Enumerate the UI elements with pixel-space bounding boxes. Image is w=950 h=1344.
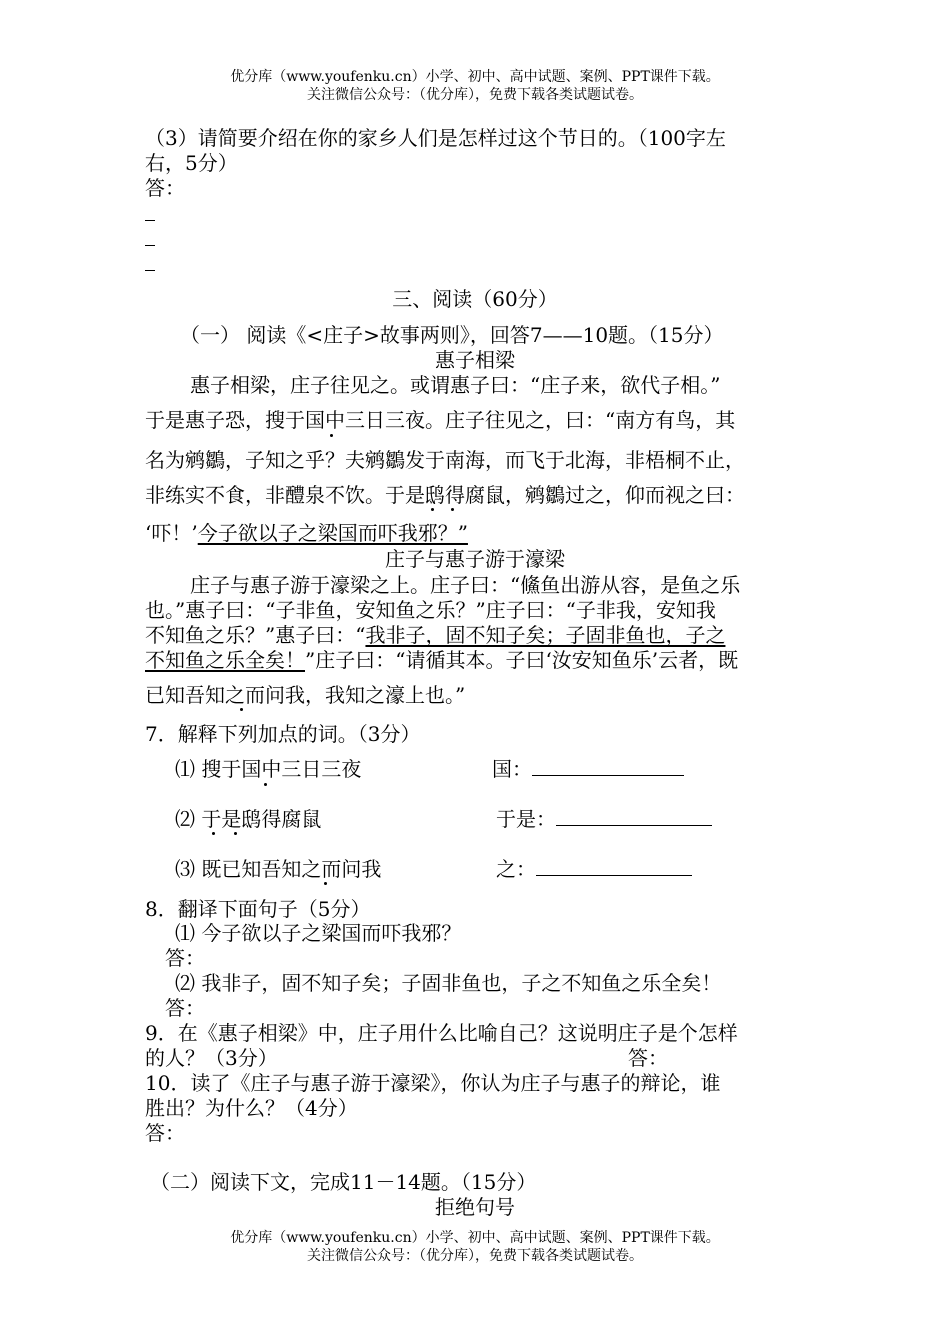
- emphasis-dot: [234, 832, 237, 835]
- answer-blank-line: [145, 245, 155, 246]
- q7-item-2: ⑵ 于是鸱得腐鼠: [175, 807, 322, 831]
- q9-line-2: 的人？（3分）: [145, 1046, 278, 1070]
- emphasis-dot: [240, 708, 243, 711]
- story1-line-5: [145, 521, 468, 545]
- underlined-sentence: 今子欲以子之梁国而吓我邪？”: [197, 521, 468, 545]
- q7-word-3: 之：: [496, 857, 536, 881]
- q10-line-2: 胜出？为什么？（4分）: [145, 1096, 358, 1120]
- q7-answer-1: [492, 757, 684, 781]
- emphasis-dot: [324, 882, 327, 885]
- q7-item-1: ⑴ 搜于国中三日三夜: [175, 757, 362, 781]
- exclamation-text: ‘吓！’: [145, 521, 198, 545]
- footer-line-2: 关注微信公众号：（优分库），免费下载各类试题试卷。: [307, 1248, 643, 1264]
- q7-word-1: 国：: [492, 757, 532, 781]
- emphasis-dot: [431, 508, 434, 511]
- story2-title: 庄子与惠子游于濠梁: [385, 547, 565, 571]
- story1-title: 惠子相梁: [435, 348, 515, 372]
- answer-blank-line: [145, 270, 155, 271]
- q9-line-1: 9．在《惠子相梁》中，庄子用什么比喻自己？这说明庄子是个怎样: [145, 1021, 738, 1045]
- header-line-2: 关注微信公众号：（优分库），免费下载各类试题试卷。: [307, 87, 643, 103]
- section-title: 三、阅读（60分）: [392, 287, 558, 311]
- story1-line-1: 惠子相梁，庄子往见之。或谓惠子曰：“庄子来，欲代子相。”: [190, 373, 721, 397]
- emphasis-dot: [330, 434, 333, 437]
- q10-answer-label: 答：: [145, 1121, 185, 1145]
- q3-line-1: （3）请简要介绍在你的家乡人们是怎样过这个节日的。（100字左: [145, 126, 726, 150]
- part1-heading: （一） 阅读《<庄子>故事两则》，回答7——10题。（15分）: [180, 323, 724, 347]
- story2-line-3-start: 不知鱼之乐？”惠子曰：“: [145, 623, 366, 647]
- part2-title: 拒绝句号: [435, 1195, 515, 1219]
- q8-answer-1: 答：: [165, 946, 205, 970]
- footer-line-1: 优分库（www.youfenku.cn）小学、初中、高中试题、案例、PPT课件下载。: [230, 1230, 720, 1246]
- header-line-1: 优分库（www.youfenku.cn）小学、初中、高中试题、案例、PPT课件下载。: [230, 69, 720, 85]
- answer-blank[interactable]: [532, 757, 684, 776]
- q7-item-3: ⑶ 既已知吾知之而问我: [175, 857, 382, 881]
- q9-answer-label: 答：: [628, 1046, 668, 1070]
- q10-line-1: 10．读了《庄子与惠子游于濠梁》，你认为庄子与惠子的辩论，谁: [145, 1071, 721, 1095]
- story2-line-3: [145, 623, 725, 647]
- q8-sentence-2: ⑵ 我非子，固不知子矣；子固非鱼也，子之不知鱼之乐全矣！: [175, 971, 722, 995]
- answer-blank-line: [145, 220, 155, 221]
- q8-stem: 8．翻译下面句子（5分）: [145, 897, 371, 921]
- q7-answer-2: [496, 807, 712, 831]
- story1-line-2: 于是惠子恐，搜于国中三日三夜。庄子往见之，曰：“南方有鸟，其: [145, 408, 736, 432]
- emphasis-dot: [451, 508, 454, 511]
- story2-line-2: 也。”惠子曰：“子非鱼，安知鱼之乐？”庄子曰：“子非我，安知我: [145, 598, 716, 622]
- q8-sentence-1: ⑴ 今子欲以子之梁国而吓我邪？: [175, 921, 462, 945]
- story1-line-4: 非练实不食，非醴泉不饮。于是鸱得腐鼠，鹓鶵过之，仰而视之曰：: [145, 483, 745, 507]
- emphasis-dot: [264, 783, 267, 786]
- story1-line-3: 名为鹓鶵，子知之乎？夫鹓鶵发于南海，而飞于北海，非梧桐不止，: [145, 448, 745, 472]
- q3-answer-label: 答：: [145, 176, 185, 200]
- q3-line-2: 右，5分）: [145, 151, 238, 175]
- story2-line-4: [145, 648, 738, 672]
- emphasis-dot: [212, 832, 215, 835]
- story2-line-4-rest: ”庄子曰：“请循其本。子曰‘汝安知鱼乐’云者，既: [305, 648, 739, 672]
- q8-answer-2: 答：: [165, 996, 205, 1020]
- part2-heading: （二）阅读下文，完成11－14题。（15分）: [150, 1170, 537, 1194]
- q7-answer-3: [496, 857, 692, 881]
- q7-stem: 7．解释下列加点的词。（3分）: [145, 722, 421, 746]
- answer-blank[interactable]: [536, 857, 692, 876]
- story2-line-1: 庄子与惠子游于濠梁之上。庄子曰：“鯈鱼出游从容，是鱼之乐: [190, 573, 741, 597]
- answer-blank[interactable]: [556, 807, 712, 826]
- underlined-sentence-end: 不知鱼之乐全矣！: [145, 648, 305, 672]
- story2-line-5: 已知吾知之而问我，我知之濠上也。”: [145, 683, 466, 707]
- underlined-sentence: 我非子，固不知子矣；子固非鱼也，子之: [365, 623, 726, 647]
- q7-word-2: 于是：: [496, 807, 556, 831]
